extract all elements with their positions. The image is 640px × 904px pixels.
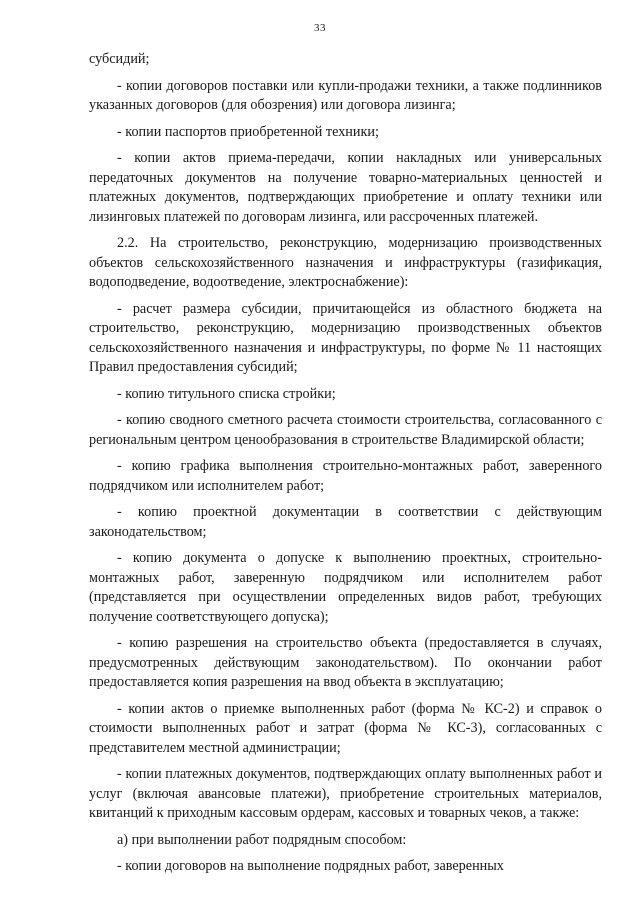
paragraph-6: - расчет размера субсидии, причитающейся из областного бюджета на строительство, реконструкцию, модернизацию производственных объектов сельскохозяйственного назначения и инфраструктуры, по форме № 11 настоящих Правил предоставления субсидий; bbox=[89, 300, 602, 375]
paragraph-8: - копию сводного сметного расчета стоимости строительства, согласованного с региональным центром ценообразования в строительстве Владимирской области; bbox=[89, 412, 602, 448]
paragraph-11: - копию документа о допуске к выполнению проектных, строительно-монтажных работ, заверенную подрядчиком или исполнителем работ (представляется при осуществлении определенных видов работ, требующих получение соответствующего допуска); bbox=[89, 550, 602, 625]
page-number: 33 bbox=[314, 22, 326, 34]
document-body bbox=[89, 50, 602, 884]
paragraph-1: субсидий; bbox=[89, 51, 150, 67]
paragraph-12: - копию разрешения на строительство объекта (предоставляется в случаях, предусмотренных действующим законодательством). По окончании работ предоставляется копия разрешения на ввод объекта в эксплуатацию; bbox=[89, 635, 602, 690]
paragraph-10: - копию проектной документации в соответствии с действующим законодательством; bbox=[89, 504, 602, 540]
paragraph-9: - копию графика выполнения строительно-монтажных работ, заверенного подрядчиком или исполнителем работ; bbox=[89, 458, 602, 494]
paragraph-13: - копии актов о приемке выполненных работ (форма № КС-2) и справок о стоимости выполненных работ и затрат (форма № КС-3), согласованных с представителем местной администрации; bbox=[89, 700, 602, 756]
paragraph-2: - копии договоров поставки или купли-продажи техники, а также подлинников указанных договоров (для обозрения) или договора лизинга; bbox=[89, 77, 602, 113]
paragraph-5: 2.2. На строительство, реконструкцию, модернизацию производственных объектов сельскохозяйственного назначения и инфраструктуры (газификация, водоподведение, водоотведение, электроснабжение): bbox=[89, 235, 602, 290]
paragraph-7: - копию титульного списка стройки; bbox=[117, 385, 336, 402]
paragraph-15: а) при выполнении работ подрядным способом: bbox=[117, 831, 407, 848]
paragraph-3: - копии паспортов приобретенной техники; bbox=[117, 123, 379, 140]
paragraph-14: - копии платежных документов, подтверждающих оплату выполненных работ и услуг (включая авансовые платежи), приобретение строительных материалов, квитанций к приходным кассовым ордерам, кассовых и товарных чеков, а также: bbox=[89, 766, 602, 821]
paragraph-16: - копии договоров на выполнение подрядных работ, заверенных bbox=[117, 858, 504, 874]
paragraph-4: - копии актов приема-передачи, копии накладных или универсальных передаточных документов на получение товарно-материальных ценностей и платежных документов, подтверждающих приобретение и оплату техники или лизинговых платежей по договорам лизинга, или рассроченных платежей. bbox=[89, 150, 602, 225]
